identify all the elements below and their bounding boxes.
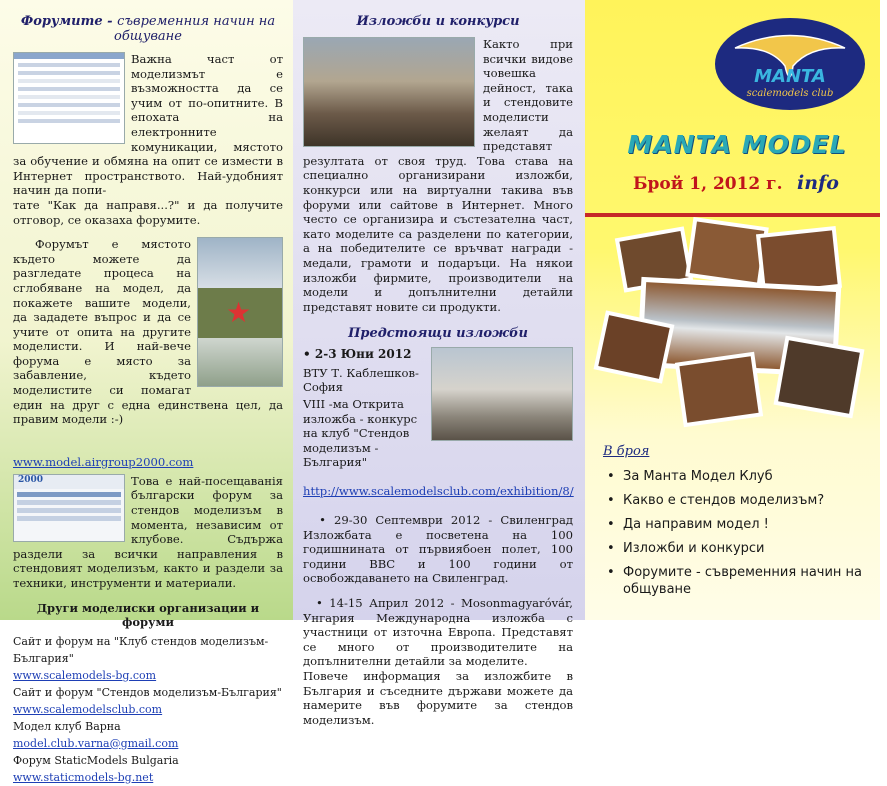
org-3: Модел клуб Варна (13, 719, 121, 733)
exhibitions-column (293, 0, 585, 727)
org-4: Форум StaticModels Bulgaria (13, 753, 179, 767)
contents-heading: В броя (603, 444, 650, 459)
brochure-title: MANTA MODEL (627, 130, 847, 159)
cover-photo-collage (599, 222, 869, 432)
exhibitions-heading: Изложби и конкурси (356, 14, 520, 29)
contents-item-5: • Форумите - съвременния начин на общуване (607, 564, 887, 598)
logo-text: MANTA (754, 66, 826, 87)
contents-item-2: • Какво е стендов моделизъм? (607, 492, 887, 509)
info-label: info (797, 172, 839, 194)
airgroup-description: Това е най-посещаванія български форум за стендов моделизъм в момента, независим от клубове. Съдържа раздели за всички направления в стендовият моделизъм, както и раздели за техники, инструменти и материали. (13, 473, 283, 590)
issue-number: Брой 1, 2012 г. (633, 174, 783, 194)
forums-intro-cont: тате "Как да направя...?" и да получите отговор, се оказаха форумите. (13, 197, 283, 227)
event-1-date: • 2-3 Юни 2012 (303, 347, 412, 362)
contents-item-3: • Да направим модел ! (607, 516, 887, 533)
other-orgs-heading: Други моделиски организации и форуми (36, 600, 260, 629)
org-4-link[interactable]: www.staticmodels-bg.net (13, 770, 154, 784)
forums-intro: Важна част от моделизмът е възможността да се учим от по-опитните. В епохата на електронните комуникации, мястото за обучение и обмяна на опит се измести в Интернет пространството. Най-удобният начин да попи- (13, 52, 283, 198)
club-logo (715, 18, 865, 110)
contents-list (585, 468, 887, 605)
upcoming-heading: Предстоящи изложби (348, 326, 528, 342)
exhibitions-text: Както при всички видове човешка дейност, така и стендовите моделисти желаят да представят резултата от своя труд. Това става на специално организирани изложби, конкурси или на виртуални такива във форуми или сайтове в Интернет. Много често се организира и състезателна част, като моделите са разделени по категории, а на победителите се връчват награди - медали, грамоти и подаръци. На някои изложби фирмите, производители на модели и допълнителни детайли представят новите си продукти. (303, 37, 573, 314)
forums-heading: Форумите - съвременния начин на общуване (20, 14, 276, 44)
more-info: Повече информация за изложбите в България и съседните държави можете да намерите във форумите за стендов моделизъм. (303, 668, 573, 727)
org-1: Сайт и форум на "Клуб стендов моделизъм-България" (13, 634, 269, 665)
org-1-link[interactable]: www.scalemodels-bg.com (13, 668, 157, 682)
forums-description: Форумът е мястото където можете да разгледате процеса на сглобяване на модел, да покажете вашите модели, да зададете въпрос и да се учите от опита на другите моделисти. И най-вече форума е място за забавление, където моделистите си помагат един на друг с една единствена цел, да правим модели :-) (13, 237, 283, 427)
airgroup-link[interactable]: www.model.airgroup2000.com (13, 454, 194, 469)
model-photos: ★ (197, 237, 283, 387)
exhibition-photo-2 (431, 347, 573, 441)
forums-column (0, 0, 293, 784)
event-1-link[interactable]: http://www.scalemodelsclub.com/exhibition/8/ (303, 484, 574, 499)
exhibition-photo-1 (303, 37, 475, 147)
logo-subtext: scalemodels club (746, 88, 834, 99)
contents-item-1: • За Манта Модел Клуб (607, 468, 887, 485)
event-1-desc: VIII -ма Открита изложба - конкурс на клуб "Стендов моделизъм - България" (303, 397, 418, 470)
red-rule (585, 213, 880, 217)
cover-column (585, 0, 880, 620)
org-3-link[interactable]: model.club.varna@gmail.com (13, 736, 179, 750)
event-2: • 29-30 Септември 2012 - Свиленград Изложбата е посветена на 100 годишнината от първиябоен полет, 100 години ВВС и 100 години от освобождаването на Свиленград. (303, 513, 573, 586)
airgroup-screenshot: 2000 (13, 474, 125, 542)
contents-item-4: • Изложби и конкурси (607, 540, 887, 557)
forum-screenshot (13, 52, 125, 144)
event-1-place: ВТУ Т. Каблешков-София (303, 365, 419, 395)
org-2: Сайт и форум "Стендов моделизъм-България" (13, 685, 282, 699)
event-3: • 14-15 Април 2012 - Mosonmagyaróvár, Унгария Международна изложба с участници от източна Европа. Представят се много от производителите на допълнителни детайли за моделите. (303, 596, 573, 669)
org-2-link[interactable]: www.scalemodelsclub.com (13, 702, 163, 716)
